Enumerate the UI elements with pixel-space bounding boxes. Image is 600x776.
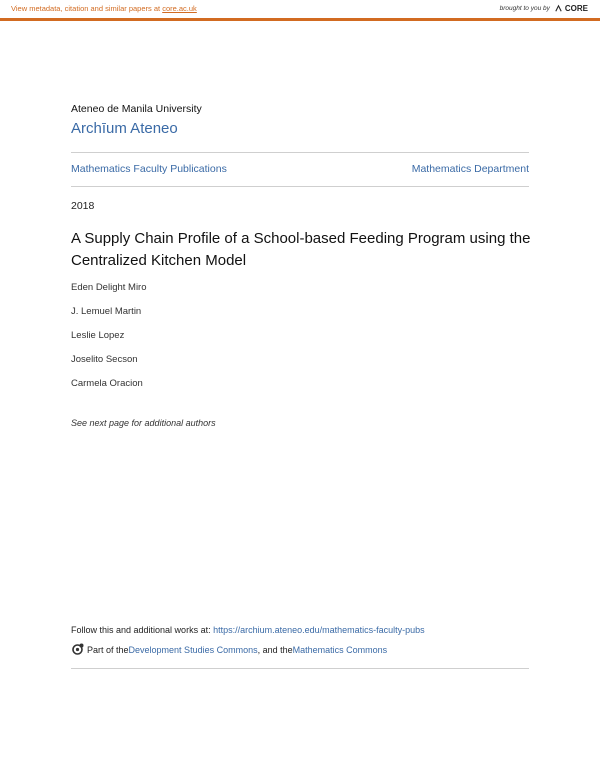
- author: J. Lemuel Martin: [71, 306, 142, 317]
- author: Eden Delight Miro: [71, 282, 147, 293]
- mathematics-commons-link[interactable]: Mathematics Commons: [292, 644, 388, 655]
- divider: [71, 668, 529, 669]
- core-link[interactable]: core.ac.uk: [162, 4, 197, 13]
- university-name: Ateneo de Manila University: [71, 103, 202, 115]
- part-middle: , and the: [257, 644, 293, 655]
- core-brand[interactable]: CORE: [564, 4, 588, 13]
- metadata-banner: [11, 4, 197, 13]
- metadata-text: View metadata, citation and similar papers at: [11, 4, 163, 13]
- collection-link[interactable]: Mathematics Faculty Publications: [71, 163, 227, 175]
- part-of-line: [71, 643, 387, 656]
- author: Joselito Secson: [71, 354, 138, 365]
- divider: [71, 152, 529, 153]
- brought-text: brought to you by: [499, 5, 550, 12]
- commons-network-icon: [71, 643, 84, 656]
- development-studies-commons-link[interactable]: Development Studies Commons: [128, 644, 258, 655]
- publication-year: 2018: [71, 200, 95, 212]
- archive-url-link[interactable]: https://archium.ateneo.edu/mathematics-faculty-pubs: [213, 625, 425, 635]
- author: Carmela Oracion: [71, 378, 143, 389]
- repository-name[interactable]: Archīum Ateneo: [71, 120, 178, 137]
- follow-line: [71, 625, 425, 635]
- author: Leslie Lopez: [71, 330, 125, 341]
- brought-by: [500, 4, 588, 13]
- follow-text: Follow this and additional works at:: [71, 625, 214, 635]
- department-link[interactable]: Mathematics Department: [411, 163, 529, 175]
- part-prefix: Part of the: [87, 644, 129, 655]
- see-next-note: See next page for additional authors: [71, 418, 216, 428]
- core-logo-icon: [554, 4, 563, 13]
- author-list: [71, 282, 147, 402]
- top-banner: [0, 0, 600, 21]
- divider: [71, 186, 529, 187]
- paper-title: A Supply Chain Profile of a School-based Feeding Program using the Centralized Kitchen Model: [71, 230, 531, 269]
